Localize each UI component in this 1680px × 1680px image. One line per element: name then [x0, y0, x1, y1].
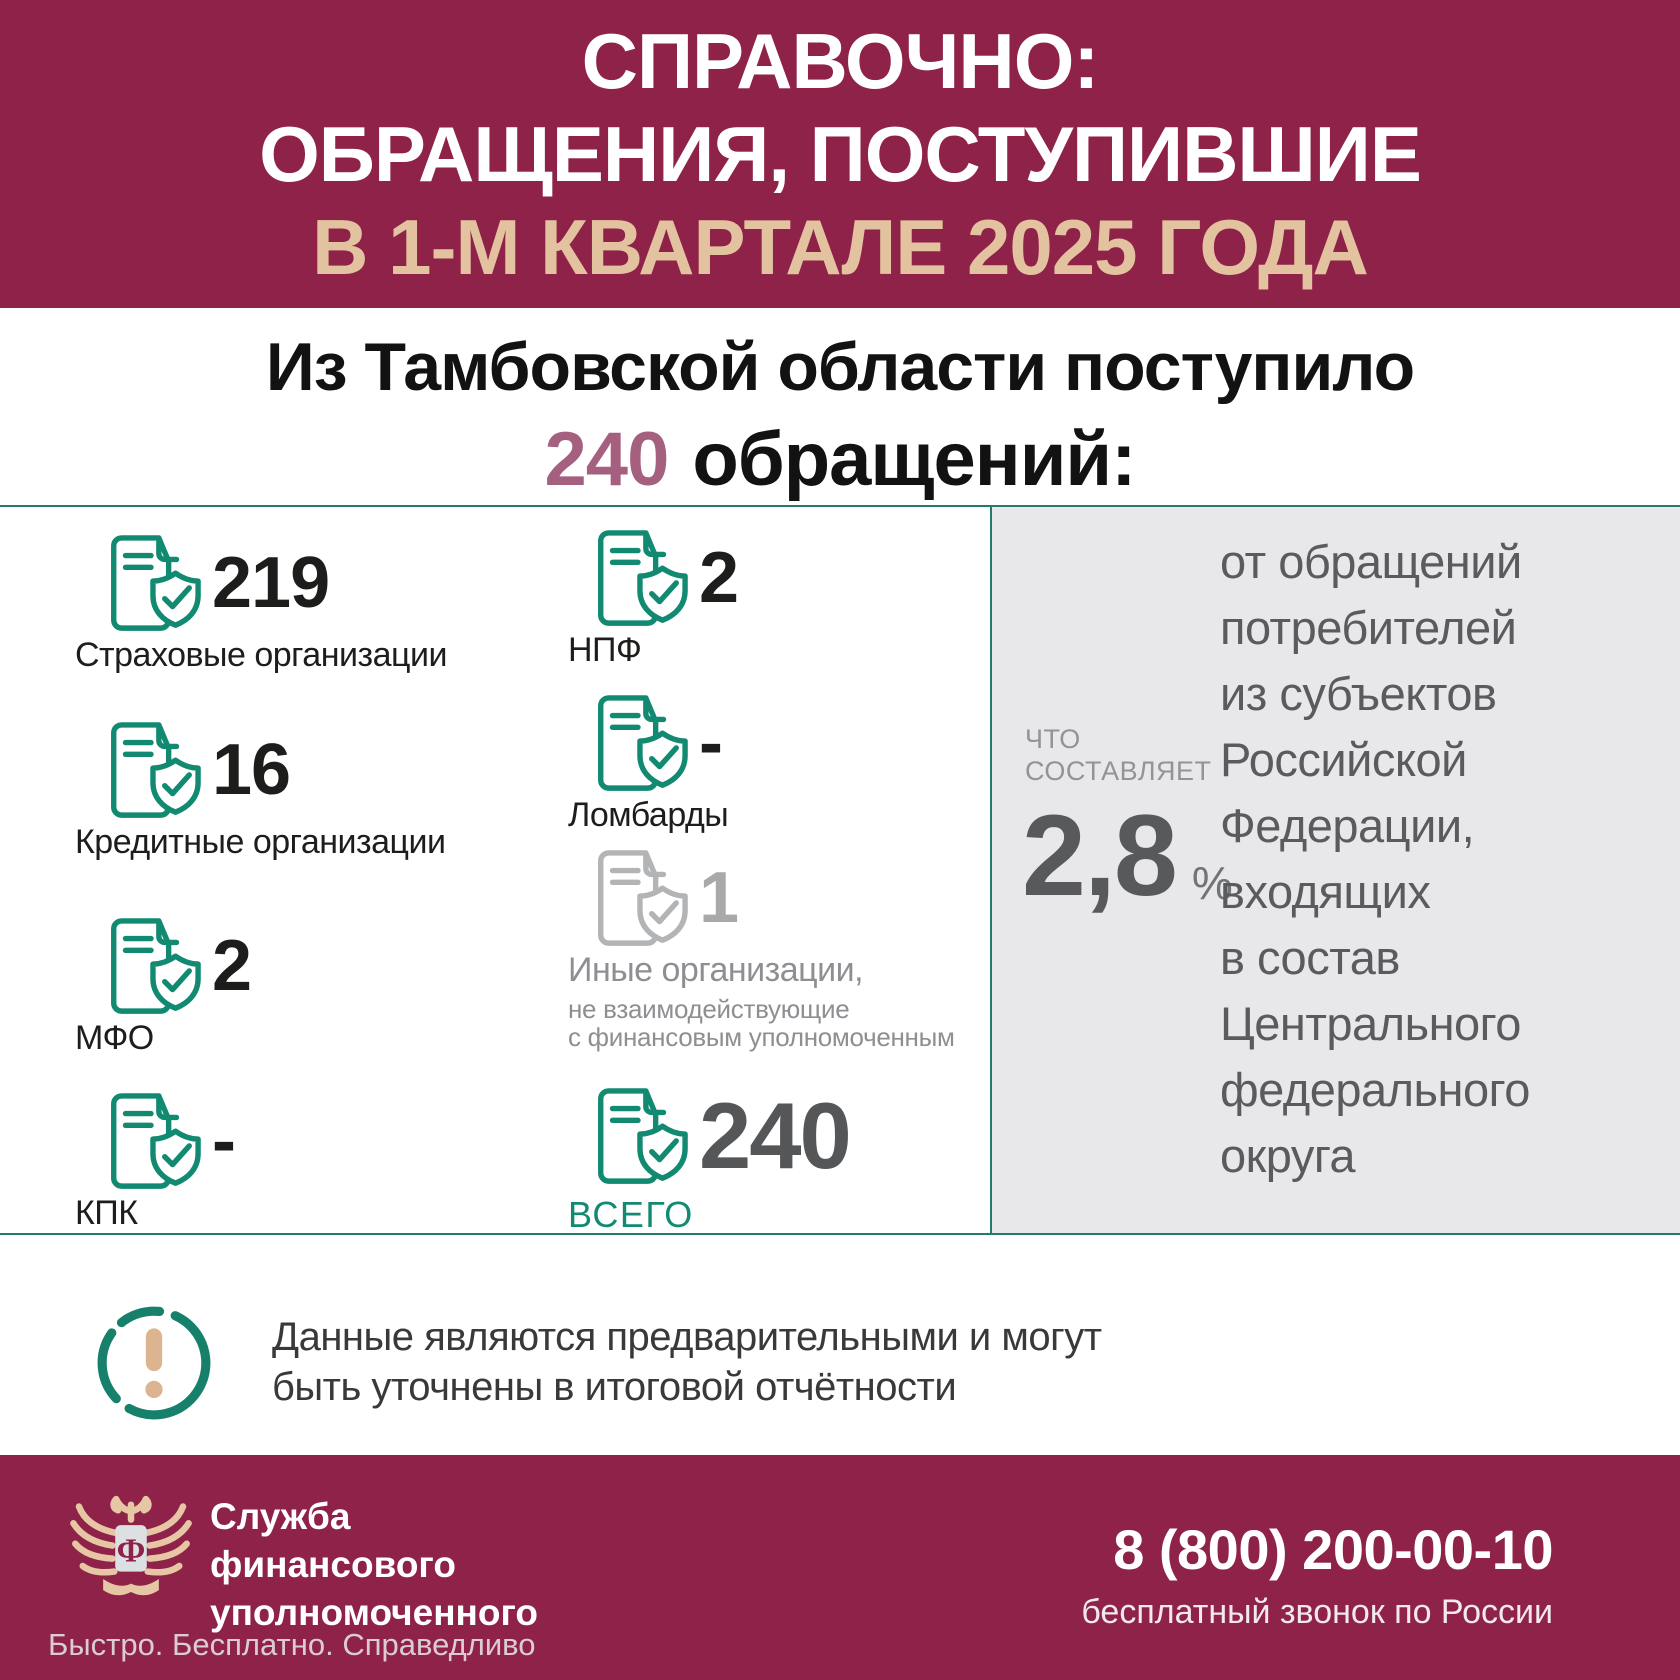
org-name-line2: финансового	[210, 1544, 456, 1585]
document-shield-icon	[100, 1090, 202, 1192]
share-value-row	[1022, 792, 1233, 920]
stat-label: МФО	[75, 1019, 154, 1057]
phone-note: бесплатный звонок по России	[1081, 1593, 1553, 1631]
stat-lombards	[568, 692, 728, 835]
document-shield-icon	[100, 915, 202, 1017]
share-desc-line: округа	[1220, 1129, 1356, 1182]
document-shield-icon	[100, 719, 202, 821]
stat-label: Кредитные организации	[75, 823, 446, 861]
stat-label: Иные организации,	[568, 951, 864, 989]
stat-label-total: ВСЕГО	[568, 1194, 694, 1235]
stat-label: КПК	[75, 1194, 138, 1232]
share-desc-line: от обращений	[1220, 535, 1522, 588]
stat-value: 1	[699, 858, 739, 938]
intro-count-suffix: обращений:	[692, 417, 1136, 502]
svg-text:Ф: Ф	[116, 1532, 146, 1570]
stat-label: НПФ	[568, 631, 642, 669]
intro-count-line	[0, 416, 1680, 503]
intro-section	[0, 308, 1680, 505]
share-caption-line2: СОСТАВЛЯЕТ	[1025, 756, 1212, 786]
intro-title: Из Тамбовской области поступило	[265, 329, 1415, 405]
header-line-3: В 1-М КВАРТАЛЕ 2025 ГОДА	[312, 203, 1368, 291]
stat-credit-orgs	[75, 719, 445, 862]
stat-other-orgs	[568, 847, 955, 1051]
stat-sublabel: с финансовым уполномоченным	[568, 1022, 955, 1052]
header-line-1: СПРАВОЧНО:	[581, 17, 1099, 105]
org-name-line3: уполномоченного	[210, 1592, 539, 1633]
stat-mfo	[75, 915, 251, 1058]
share-desc-line: федерального	[1220, 1063, 1530, 1116]
disclaimer-line2: быть уточнены в итоговой отчётности	[272, 1365, 957, 1409]
stat-npf	[568, 527, 738, 670]
stat-value-total: 240	[699, 1083, 850, 1188]
share-desc-line: Федерации,	[1220, 799, 1475, 852]
document-shield-icon	[587, 527, 689, 629]
share-desc-line: Российской	[1220, 733, 1467, 786]
share-desc-line: Центрального	[1220, 997, 1521, 1050]
share-value: 2,8	[1022, 792, 1176, 920]
share-desc-line: в состав	[1220, 931, 1400, 984]
document-shield-icon	[587, 1085, 689, 1187]
total-count-highlight: 240	[544, 417, 669, 502]
stat-label: Ломбарды	[568, 796, 729, 834]
org-name	[210, 1493, 538, 1637]
disclaimer-line1: Данные являются предварительными и могут	[272, 1315, 1102, 1359]
phone-block	[1081, 1517, 1553, 1632]
stat-value: 16	[212, 730, 291, 810]
stats-section	[0, 505, 1680, 1235]
stat-kpk	[75, 1090, 235, 1233]
document-shield-icon-gray	[587, 847, 689, 949]
share-desc-line: потребителей	[1220, 601, 1517, 654]
stat-insurance-orgs	[75, 532, 447, 675]
share-desc-line: входящих	[1220, 865, 1431, 918]
footer-banner	[0, 1455, 1680, 1680]
stat-label: Страховые организации	[75, 636, 447, 674]
stat-value: -	[212, 1101, 235, 1181]
document-shield-icon	[100, 532, 202, 634]
share-caption-line1: ЧТО	[1025, 724, 1081, 754]
document-shield-icon	[587, 692, 689, 794]
stat-value: -	[699, 703, 722, 783]
share-unit: %	[1191, 857, 1233, 909]
phone-number: 8 (800) 200-00-10	[1113, 1518, 1553, 1581]
org-name-line1: Служба	[210, 1496, 351, 1537]
share-panel	[990, 507, 1680, 1233]
exclamation-icon	[93, 1302, 215, 1424]
org-tagline: Быстро. Бесплатно. Справедливо	[48, 1627, 536, 1662]
finance-ombudsman-logo	[66, 1491, 196, 1615]
header-line-2: ОБРАЩЕНИЯ, ПОСТУПИВШИЕ	[259, 110, 1421, 198]
stat-sublabel: не взаимодействующие	[568, 994, 850, 1024]
stat-value: 219	[212, 543, 330, 623]
stat-total	[568, 1082, 850, 1236]
header-banner	[0, 0, 1680, 308]
share-desc-line: из субъектов	[1220, 667, 1497, 720]
stat-value: 2	[212, 926, 252, 1006]
share-caption	[1025, 723, 1212, 787]
stat-value: 2	[699, 538, 739, 618]
share-description	[1220, 529, 1530, 1189]
disclaimer-text	[272, 1312, 1102, 1412]
